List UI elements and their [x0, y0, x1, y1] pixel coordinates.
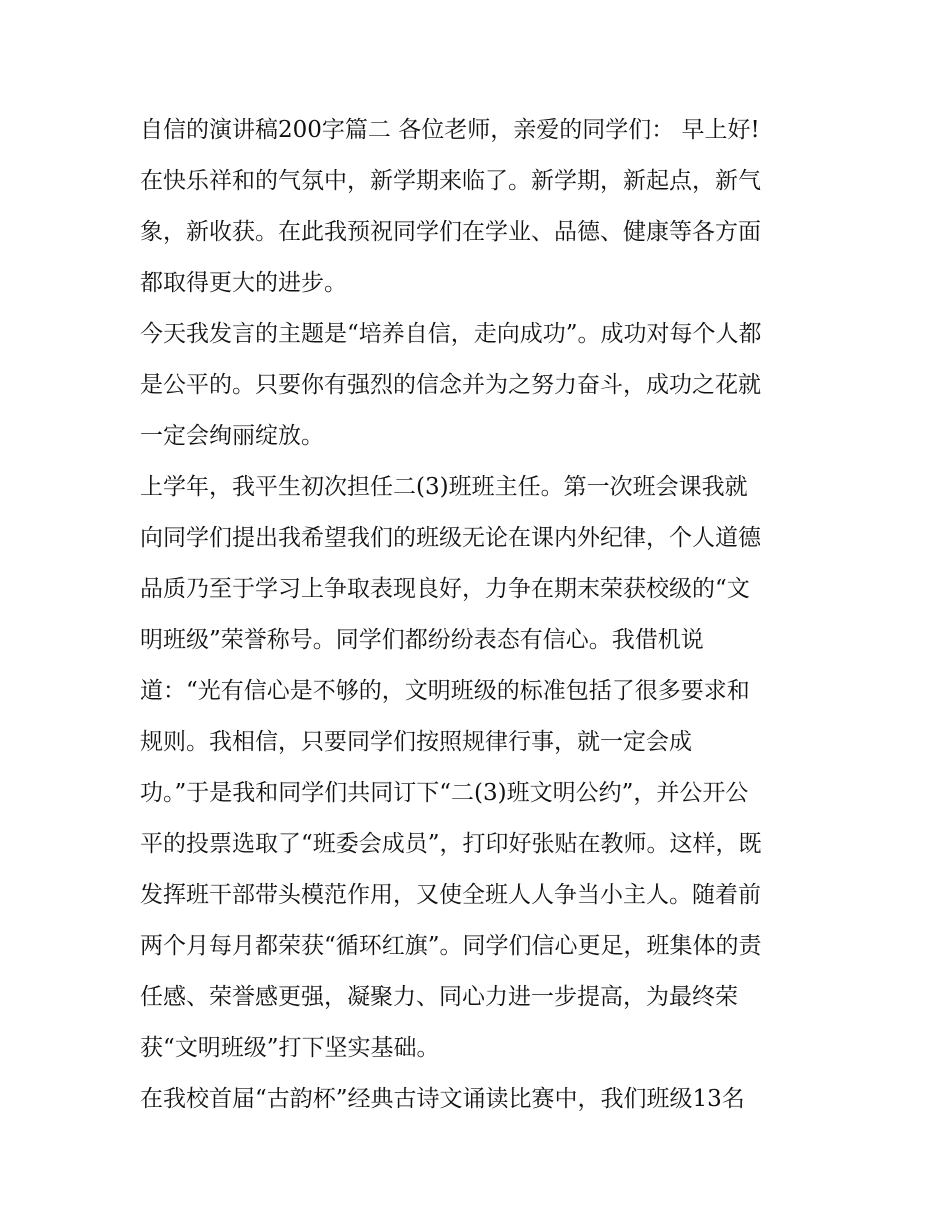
text-line: 在快乐祥和的气氛中，新学期来临了。新学期，新起点，新气 — [140, 168, 761, 194]
text-line: 明班级”荣誉称号。同学们都纷纷表态有信心。我借机说 — [140, 627, 704, 653]
text-line: 任感、荣誉感更强，凝聚力、同心力进一步提高，为最终荣 — [140, 984, 738, 1010]
text-line: 两个月每月都荣获“循环红旗”。同学们信心更足，班集体的责 — [140, 933, 762, 959]
text-line: 道：“光有信心是不够的，文明班级的标准包括了很多要求和 — [140, 678, 750, 704]
text-line: 功。”于是我和同学们共同订下“二(3)班文明公约”，并公开公 — [140, 780, 749, 806]
text-line: 象，新收获。在此我预祝同学们在学业、品德、健康等各方面 — [140, 219, 761, 245]
text-line: 一定会绚丽绽放。 — [140, 423, 324, 449]
text-line: 发挥班干部带头模范作用，又使全班人人争当小主人。随着前 — [140, 882, 761, 908]
text-line: 向同学们提出我希望我们的班级无论在课内外纪律，个人道德 — [140, 525, 761, 551]
text-line: 获“文明班级”打下坚实基础。 — [140, 1035, 440, 1061]
text-line: 都取得更大的进步。 — [140, 270, 347, 296]
text-line: 自信的演讲稿200字篇二 各位老师，亲爱的同学们： 早上好! — [140, 117, 760, 143]
text-line: 在我校首届“古韵杯”经典古诗文诵读比赛中，我们班级13名 — [140, 1086, 745, 1112]
text-line: 平的投票选取了“班委会成员”，打印好张贴在教师。这样，既 — [140, 831, 762, 857]
text-line: 今天我发言的主题是“培养自信，走向成功”。成功对每个人都 — [140, 321, 762, 347]
speech-text — [140, 110, 820, 1130]
text-line: 规则。我相信，只要同学们按照规律行事，就一定会成 — [140, 729, 692, 755]
text-line: 品质乃至于学习上争取表现良好，力争在期末荣获校级的“文 — [140, 576, 750, 602]
text-line: 是公平的。只要你有强烈的信念并为之努力奋斗，成功之花就 — [140, 372, 761, 398]
text-line: 上学年，我平生初次担任二(3)班班主任。第一次班会课我就 — [140, 474, 748, 500]
